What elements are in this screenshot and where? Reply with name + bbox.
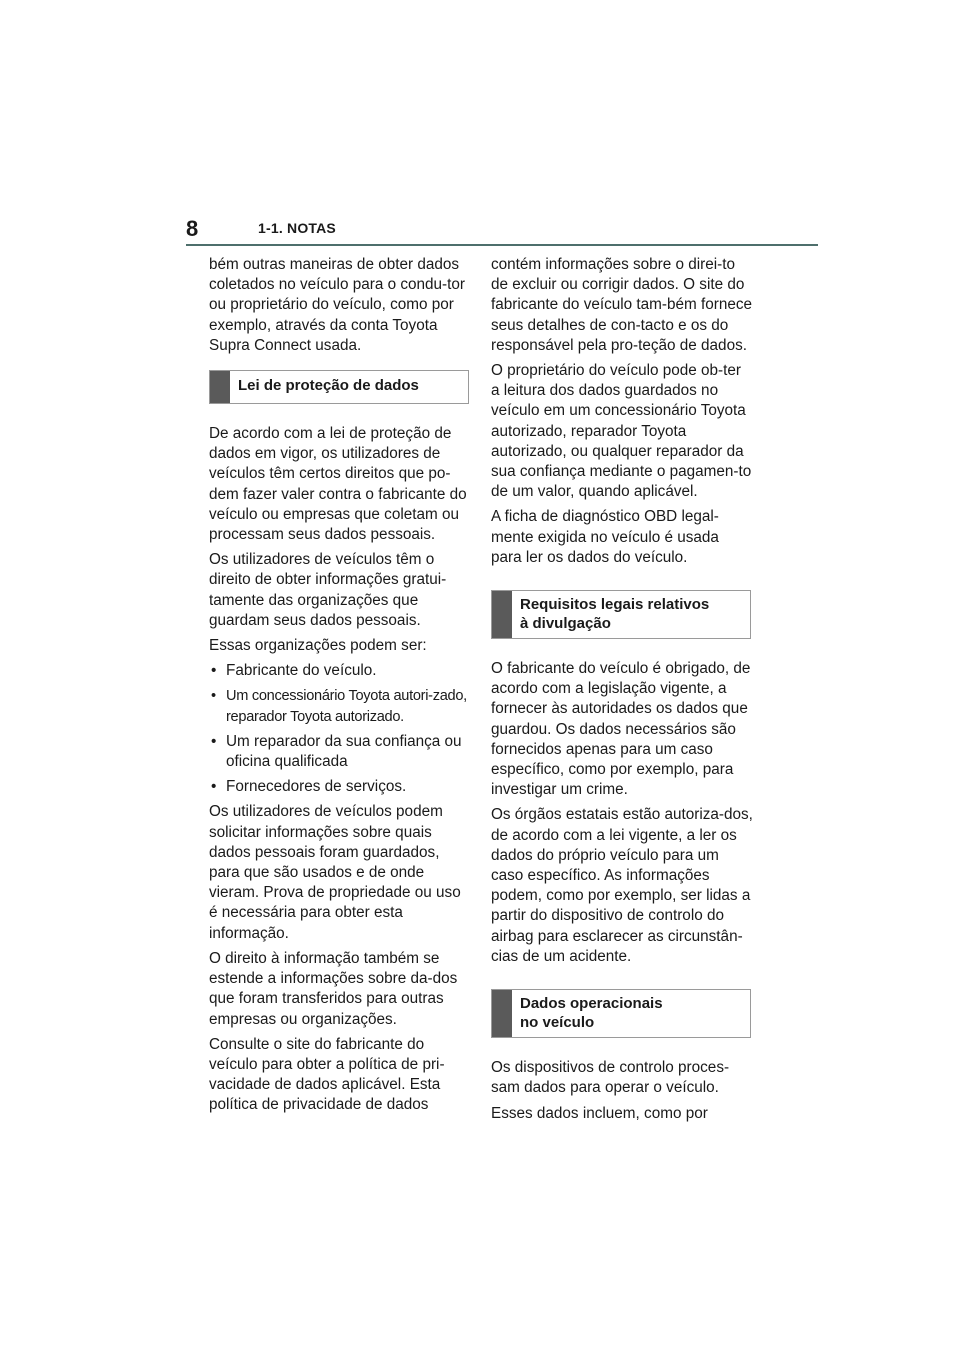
paragraph: bém outras maneiras de obter dados coletados no veículo para o condu-tor ou proprietário do veículo, como por exemplo, através da conta Toyota Supra Connect usada. <box>209 256 465 354</box>
paragraph: O fabricante do veículo é obrigado, de acordo com a legislação vigente, a fornecer às autoridades os dados que guardou. Os dados necessários são fornecidos apenas para um caso específico, como por exemplo, para investigar um crime. <box>491 660 751 799</box>
heading-marker <box>492 990 512 1037</box>
header-divider <box>186 244 818 246</box>
heading-line: à divulgação <box>520 615 611 633</box>
paragraph: contém informações sobre o direi-to de excluir ou corrigir dados. O site do fabricante do veículo tam-bém fornece seus detalhes de con-tacto e os do responsável pela pro-teção de dados. <box>491 256 753 354</box>
paragraph: Essas organizações podem ser: <box>209 637 427 655</box>
page-number: 8 <box>186 216 199 241</box>
list-item: • Fornecedores de serviços. <box>209 777 471 797</box>
heading-line: no veículo <box>520 1014 595 1032</box>
paragraph: O proprietário do veículo pode ob-ter a leitura dos dados guardados no veículo em um concessionário Toyota autorizado, reparador Toyota autorizado, ou qualquer reparador da sua confiança mediante o pagamen-to de um valor, quando aplicável. <box>491 362 752 501</box>
paragraph: Consulte o site do fabricante do veículo para obter a política de pri-vacidade de dados aplicável. Esta política de privacidade de dados <box>209 1035 445 1114</box>
paragraph: A ficha de diagnóstico OBD legal-mente exigida no veículo é usada para ler os dados do veículo. <box>491 508 719 566</box>
paragraph: Os órgãos estatais estão autoriza-dos, de acordo com a lei vigente, a ler os dados do próprio veículo para um caso específico. As informações podem, como por exemplo, ser lidas a partir do dispositivo de controlo do airbag para esclarecer as circunstân-cias de um acidente. <box>491 806 753 965</box>
left-column <box>209 255 471 1121</box>
paragraph: Os utilizadores de veículos têm o direito de obter informações gratui-tamente das organizações que guardam seus dados pessoais. <box>209 551 447 629</box>
paragraph: De acordo com a lei de proteção de dados em vigor, os utilizadores de veículos têm certos direitos que po-dem fazer valer contra o fabricante do veículo ou empresas que coletam ou processam seus dados pessoais. <box>209 425 467 544</box>
list-item: • Um reparador da sua confiança ou oficina qualificada <box>209 732 471 772</box>
paragraph: Os dispositivos de controlo proces-sam dados para operar o veículo. <box>491 1059 730 1097</box>
heading-text <box>512 990 671 1037</box>
list-item: • Um concessionário Toyota autori-zado, reparador Toyota autorizado. <box>209 686 471 726</box>
paragraph: Esses dados incluem, como por <box>491 1104 708 1122</box>
section-heading-legal-requirements <box>491 590 751 639</box>
heading-text: Lei de proteção de dados <box>238 377 419 395</box>
organization-list <box>209 661 471 797</box>
section-heading-operational-data <box>491 989 751 1038</box>
heading-line: Requisitos legais relativos <box>520 596 710 614</box>
right-column <box>491 255 753 1129</box>
paragraph: Os utilizadores de veículos podem solicitar informações sobre quais dados pessoais foram guardados, para que são usados e de onde vieram. Prova de propriedade ou uso é necessária para obter esta informação. <box>209 803 461 942</box>
paragraph: O direito à informação também se estende a informações sobre da-dos que foram transferidos para outras empresas ou organizações. <box>209 949 458 1028</box>
list-item: • Fabricante do veículo. <box>209 661 471 681</box>
heading-marker <box>492 591 512 638</box>
heading-text <box>512 591 717 638</box>
section-heading-data-protection <box>209 370 469 404</box>
heading-line: Dados operacionais <box>520 995 663 1013</box>
section-title: 1-1. NOTAS <box>258 220 336 236</box>
heading-marker <box>210 371 230 403</box>
